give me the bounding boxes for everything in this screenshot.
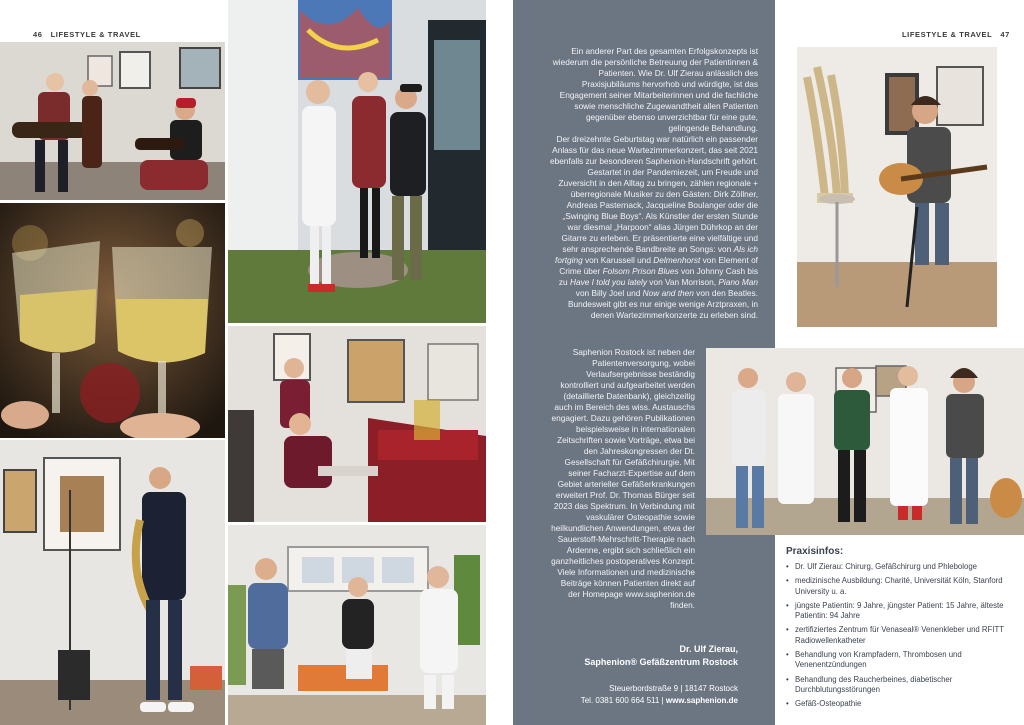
song-title: Folsom Prison Blues [602,266,679,276]
photo-saxophonist [0,440,225,725]
photo-reception-staff [228,326,486,522]
right-page-folio [902,30,1010,39]
list-item: • Behandlung von Krampfadern, Thrombosen und Venenentzündungen [786,650,962,670]
list-item: • medizinische Ausbildung: Charité, Universität Köln, Stanford University u. a. [786,576,1003,596]
bullet-icon: • [786,562,789,571]
photo-team-group [706,348,1024,535]
clinic-website-link[interactable]: www.saphenion.de [665,696,738,705]
bullet-icon: • [786,699,789,709]
article-paragraph-3: Saphenion Rostock ist neben der Patientenversorgung, wobei Verlaufsergebnisse beständig kontrolliert und aufgearbeitet werden (detaillierte Datenbank), gleichzeitig auch im Bereich des wiss. Austauschs engagiert. Dazu gehören Publikationen beispielsweise in internationalen Zeitschriften sowie Vorträge, etwa bei den Jahreskongressen der Dt. Gesellschaft für Gefäßchirurgie. Mit seiner Facharzt-Expertise auf dem Gebiet arterieller Gefäßerkrankungen erweitert Prof. Dr. Thomas Bürger seit 2023 das Spektrum. In Verbindung mit vaskulärer Osteopathie sowie heilkundlichen Anwendungen, etwa der Sauerstoff-Mehrschritt-Therapie nach Ardenne, ergibt sich schließlich ein ganzheitliches postoperatives Konzept. Viele Informationen und medizinische Beiträge können Patienten direkt auf der Homepage www.saphenion.de finden. [551,347,695,610]
praxisinfos-box [786,546,1014,714]
left-section-label: LIFESTYLE & TRAVEL [50,30,141,39]
article-paragraph-1: Ein anderer Part des gesamten Erfolgskonzepts ist wiederum die persönliche Betreuung der Patientinnen & Patienten. Wie Dr. Ulf Zierau anlässlich des Praxisjubiläums hervorhob und würdigte, ist das Engagement seiner Mitarbeiterinnen und die fachliche sowie menschliche Zugewandtheit allen Patienten gegenüber ebenso unverzichtbar für eine gute, gelingende Behandlung. [552,46,758,133]
doctor-name: Dr. Ulf Zierau, [679,644,738,654]
article-body-upper [549,46,758,321]
photo-guitarist-harpoon [797,47,997,327]
bullet-icon: • [786,625,789,635]
photo-champagne-toast [0,203,225,438]
list-item: • zertifiziertes Zentrum für Venaseal® Venenkleber und RFITT Radiowellenkatheter [786,625,1004,645]
clinic-name: Saphenion® Gefäßzentrum Rostock [584,657,738,667]
photo-group-at-entrance [228,0,486,323]
list-item: • jüngste Patientin: 9 Jahre, jüngster Patient: 15 Jahre, älteste Patientin: 94 Jahre [786,600,1004,621]
left-page-folio [33,30,141,39]
song-title: Now and then [642,288,694,298]
left-page-number: 46 [33,30,43,39]
clinic-phone: Tel. 0381 600 664 511 | [580,696,666,705]
bullet-icon: • [786,600,789,610]
bullet-icon: • [786,674,789,684]
song-title: Have I told you lately [569,277,647,287]
clinic-signature [540,643,738,707]
song-title: Piano Man [718,277,758,287]
song-title: Als ich fortging [555,244,758,265]
photo-waiting-room-audience [228,525,486,725]
praxisinfos-list [786,562,1014,710]
right-section-label: LIFESTYLE & TRAVEL [902,30,993,39]
song-title: Delmenhorst [653,255,701,265]
photo-musicians-waiting-room [0,42,225,200]
list-item: • Behandlung des Raucherbeines, diabetischer Durchblutungsstörungen [786,674,953,694]
bullet-icon: • [786,576,789,586]
article-paragraph-2: Der dreizehnte Geburtstag war natürlich ein passender Anlass für das neue Wartezimmerkonzert, das seit 2021 ebenfalls zur besonderen Saphenion-Handschrift gehört. Gestartet in der Pandemiezeit, um Freude und Zuversicht in den Alltag zu bringen, zählen regionale + überregionale Musiker zu den Gästen: Dirk Zöllner, Andreas Pasternack, Jacqueline Boulanger oder die „Swinging Blue Boys“. Als Künstler der ersten Stunde war diesmal „Harpoon“ alias Jürgen Dührkop an der Gitarre zu erleben. Er präsentierte eine vielfältige und sehr ansprechende Bandbreite an Songs: von Als ich fortging von Karussell und Delmenhorst von Element of Crime über Folsom Prison Blues von Johnny Cash bis zu Have I told you lately von Van Morrison, Piano Man von Billy Joel und Now and then von den Beatles. Bundesweit gibt es nur einige wenige Arztpraxen, in denen Wartezimmerkonzerte zu erleben sind. [549,134,758,320]
clinic-address: Steuerbordstraße 9 | 18147 Rostock [609,684,738,693]
list-item: • Gefäß-Osteopathie [786,699,862,709]
clinic-contact [540,695,738,707]
right-page-number: 47 [1000,30,1010,39]
list-item: • Dr. Ulf Zierau: Chirurg, Gefäßchirurg und Phlebologe [786,562,978,571]
article-body-lower [549,347,695,611]
praxisinfos-heading: Praxisinfos: [786,546,844,557]
bullet-icon: • [786,650,789,660]
